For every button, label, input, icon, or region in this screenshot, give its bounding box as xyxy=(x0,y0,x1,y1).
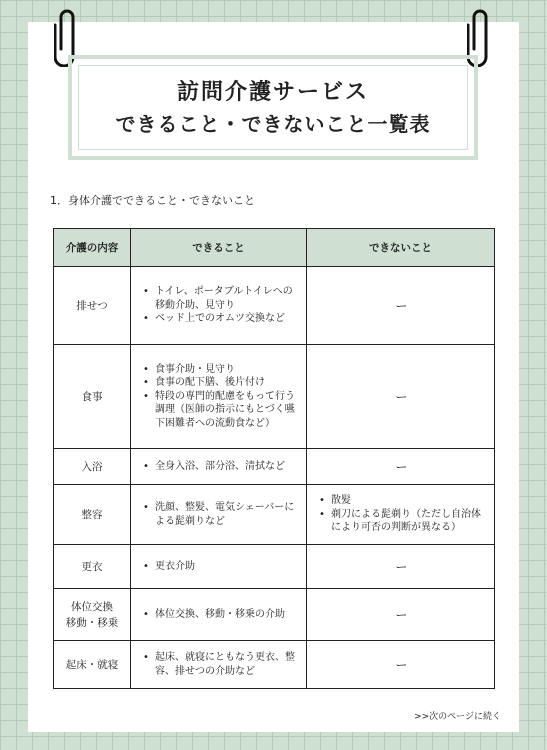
row-category xyxy=(54,345,131,449)
can-do-item: • 特段の専門的配慮をもって行う調理（医師の指示にもとづく嚥下困難者への流動食など） xyxy=(155,390,298,431)
can-do-list xyxy=(141,608,298,622)
category-label: 排せつ xyxy=(76,299,108,312)
can-do-list xyxy=(141,285,298,326)
can-do-item: • 食事の配下膳、後片付け xyxy=(155,376,298,390)
row-category xyxy=(54,641,131,689)
cannot-do-cell xyxy=(307,545,495,589)
row-category xyxy=(54,449,131,485)
cannot-do-item: • 剃刀による髭剃り（ただし自治体により可否の判断が異なる） xyxy=(331,508,486,535)
table-row xyxy=(54,485,495,545)
none-dash: ー xyxy=(395,390,408,404)
can-do-list xyxy=(141,501,298,528)
can-do-item: • トイレ、ポータブルトイレへの移動介助、見守り xyxy=(155,285,298,312)
row-category xyxy=(54,267,131,345)
table-row xyxy=(54,267,495,345)
header-can-do: できること xyxy=(131,229,307,267)
title-frame xyxy=(68,55,478,160)
table-header-row xyxy=(54,229,495,267)
can-do-cell xyxy=(131,345,307,449)
category-label: 更衣 xyxy=(81,560,103,573)
cannot-do-cell xyxy=(307,589,495,641)
can-do-cell xyxy=(131,589,307,641)
can-do-cell xyxy=(131,267,307,345)
category-label: 移動・移乗 xyxy=(65,616,119,629)
cannot-do-cell xyxy=(307,345,495,449)
can-do-item: • 体位交換、移動・移乗の介助 xyxy=(155,608,298,622)
category-label: 体位交換 xyxy=(71,600,113,613)
can-do-list xyxy=(141,363,298,431)
cannot-do-cell xyxy=(307,485,495,545)
page-title: 訪問介護サービス xyxy=(176,79,369,105)
can-do-item: • ベッド上でのオムツ交換など xyxy=(155,312,298,326)
services-table xyxy=(53,228,495,689)
category-label: 入浴 xyxy=(81,460,103,473)
category-label: 食事 xyxy=(81,390,103,403)
table-row xyxy=(54,345,495,449)
none-dash: ー xyxy=(395,608,408,622)
cannot-do-cell xyxy=(307,267,495,345)
table-row xyxy=(54,545,495,589)
can-do-list xyxy=(141,560,298,574)
none-dash: ー xyxy=(395,299,408,313)
category-label: 整容 xyxy=(81,508,103,521)
cannot-do-cell xyxy=(307,641,495,689)
can-do-list xyxy=(141,460,298,474)
can-do-item: • 更衣介助 xyxy=(155,560,298,574)
can-do-item: • 起床、就寝にともなう更衣、整容、排せつの介助など xyxy=(155,651,298,678)
can-do-item: • 食事介助・見守り xyxy=(155,363,298,377)
can-do-item: • 洗顔、整髪、電気シェーバーによる髭剃りなど xyxy=(155,501,298,528)
none-dash: ー xyxy=(395,460,408,474)
can-do-cell xyxy=(131,449,307,485)
can-do-cell xyxy=(131,545,307,589)
cannot-do-item: • 散髪 xyxy=(331,494,486,508)
page-subtitle: できること・できないこと一覧表 xyxy=(115,111,431,136)
can-do-item: • 全身入浴、部分浴、清拭など xyxy=(155,460,298,474)
row-category xyxy=(54,485,131,545)
section-heading: 1．身体介護でできること・できないこと xyxy=(50,194,255,207)
cannot-do-list xyxy=(317,494,486,535)
table-row xyxy=(54,641,495,689)
table-row xyxy=(54,449,495,485)
can-do-cell xyxy=(131,485,307,545)
category-label: 起床・就寝 xyxy=(65,658,119,671)
header-care-type: 介護の内容 xyxy=(54,229,131,267)
header-cannot-do: できないこと xyxy=(307,229,495,267)
none-dash: ー xyxy=(395,658,408,672)
can-do-cell xyxy=(131,641,307,689)
can-do-list xyxy=(141,651,298,678)
row-category xyxy=(54,589,131,641)
row-category xyxy=(54,545,131,589)
cannot-do-cell xyxy=(307,449,495,485)
next-page-note: >>次のページに続く xyxy=(414,712,501,722)
none-dash: ー xyxy=(395,560,408,574)
table-row xyxy=(54,589,495,641)
